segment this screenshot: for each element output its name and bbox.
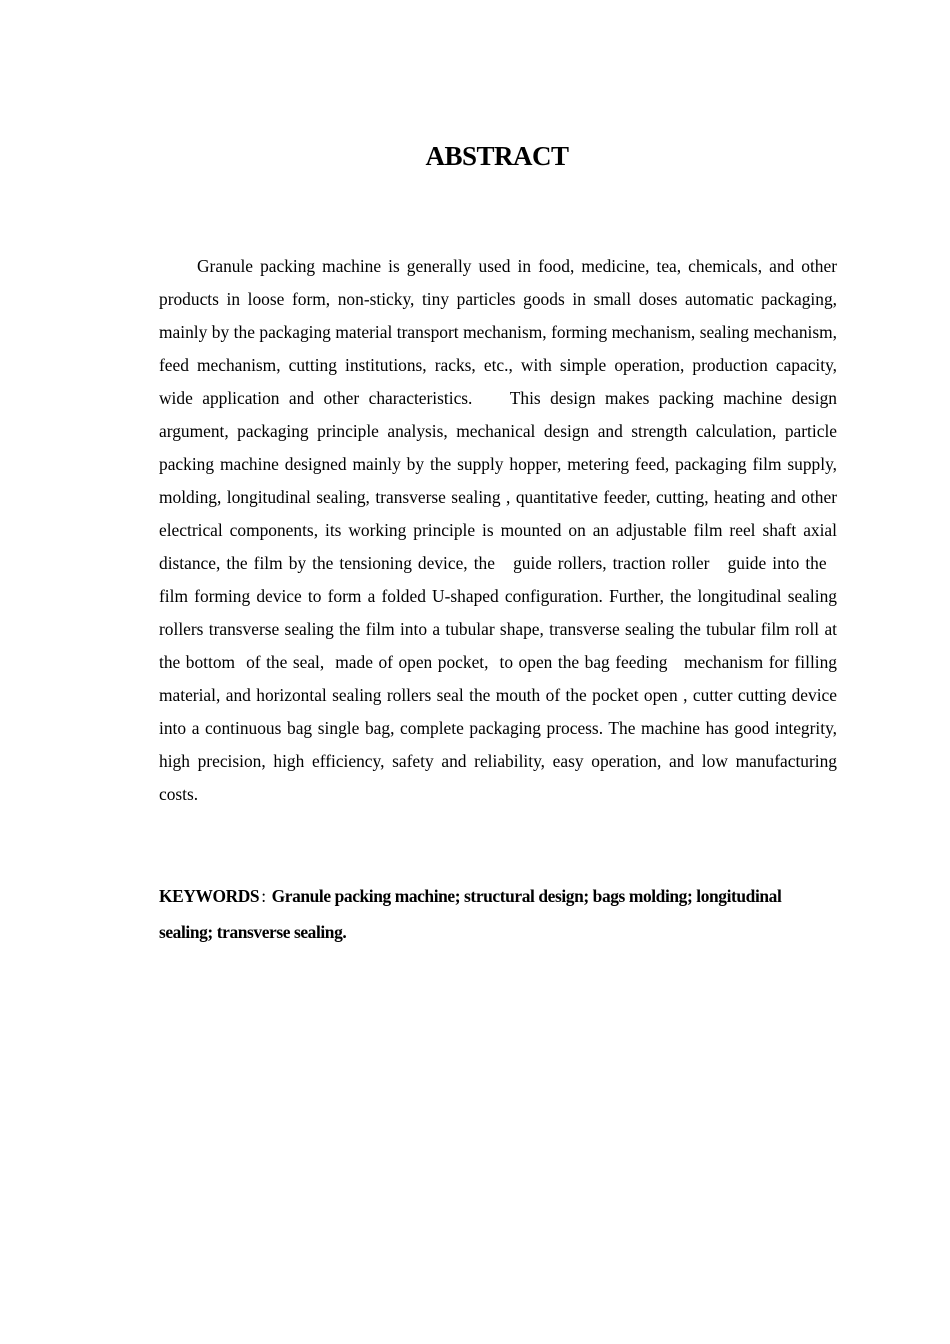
keywords-label: KEYWORDS [159,886,260,906]
abstract-paragraph: Granule packing machine is generally used in food, medicine, tea, chemicals, and other products in loose form, non-sticky, tiny particles goods in small doses automatic packaging, mainly by the packaging material transport mechanism, forming mechanism, sealing mechanism, feed mechanism, cutting institutions, racks, etc., with simple operation, production capacity, wide application and other characteristics. This design makes packing machine design argument, packaging principle analysis, mechanical design and strength calculation, particle packing machine designed mainly by the supply hopper, metering feed, packaging film supply, molding, longitudinal sealing, transverse sealing , quantitative feeder, cutting, heating and other electrical components, its working principle is mounted on an adjustable film reel shaft axial distance, the film by the tensioning device, the guide rollers, traction roller guide into the film forming device to form a folded U-shaped configuration. Further, the longitudinal sealing rollers transverse sealing the film into a tubular shape, transverse sealing the tubular film roll at the bottom of the seal, made of open pocket, to open the bag feeding mechanism for filling material, and horizontal sealing rollers seal the mouth of the pocket open , cutter cutting device into a continuous bag single bag, complete packaging process. The machine has good integrity, high precision, high efficiency, safety and reliability, easy operation, and low manufacturing costs. [159,256,837,804]
keywords-separator: : [261,886,266,906]
abstract-body [159,250,837,811]
abstract-title: ABSTRACT [425,141,569,171]
keywords-list: Granule packing machine; structural design; bags molding; longitudinal sealing; transverse sealing. [159,886,782,942]
keywords-section [159,878,837,950]
